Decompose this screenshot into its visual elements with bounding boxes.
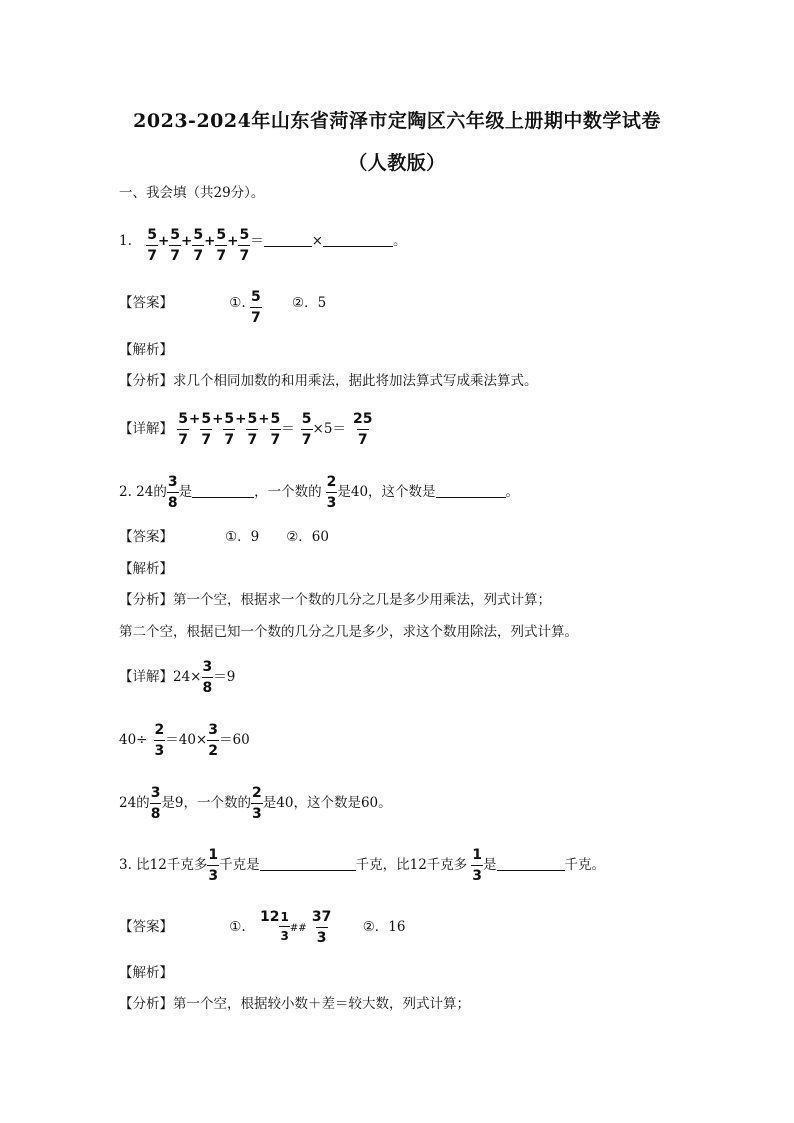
analysis-tag: 【解析】 — [119, 965, 173, 981]
fraction: $\frac{5}{7}$ — [193, 227, 204, 264]
fenxi-row-2: 第二个空，根据已知一个数的几分之几是多少，求这个数用除法，列式计算。 — [119, 624, 578, 640]
fraction: $\frac{25}{7}$ — [352, 411, 373, 448]
fraction: $\frac{1}{3}$ — [280, 910, 289, 943]
detail-row: 【详解】24× $\frac{3}{8}$ ＝9 — [119, 659, 236, 696]
question-3: 3. 比12千克多 $\frac{1}{3}$ 千克是 千克，比12千克多 $\frac{1}{3}$ 是 千克。 — [119, 847, 606, 884]
fenxi-row: 【分析】第一个空，根据求一个数的几分之几是多少用乘法，列式计算； — [119, 592, 551, 608]
answer-blank[interactable] — [497, 858, 565, 871]
fraction: $\frac{2}{3}$ — [326, 474, 337, 511]
page-title: 2023-2024年山东省菏泽市定陶区六年级上册期中数学试卷 — [133, 110, 661, 132]
fraction: $\frac{1}{3}$ — [472, 847, 483, 884]
fraction: $\frac{2}{3}$ — [154, 722, 165, 759]
fraction: $\frac{37}{3}$ — [311, 909, 332, 946]
fraction: $\frac{5}{7}$ — [239, 227, 250, 264]
fraction: $\frac{5}{7}$ — [178, 411, 189, 448]
conclusion-row: 24的 $\frac{3}{8}$ 是9，一个数的 $\frac{2}{3}$ 是40，这个数是60。 — [119, 785, 392, 822]
question-2: 2. 24的 $\frac{3}{8}$ 是 ，一个数的 $\frac{2}{3}$ 是40，这个数是 。 — [119, 474, 520, 511]
fraction: $\frac{5}{7}$ — [170, 227, 180, 264]
fenxi-row: 【分析】求几个相同加数的和用乘法，据此将加法算式写成乘法算式。 — [119, 373, 538, 389]
answer-blank[interactable] — [323, 234, 393, 247]
answer-row: 【答案】 ①. $\frac{5}{7}$ ②．5 — [119, 289, 327, 326]
question-number: 1. — [119, 233, 132, 249]
detail-row-2: 40÷ $\frac{2}{3}$ ＝40× $\frac{3}{2}$ ＝60 — [119, 722, 250, 759]
fraction: $\frac{5}{7}$ — [270, 411, 281, 448]
answer-row: 【答案】 ①. 12 $\frac{1}{3}$ $_{\#\#}$ $\frac{37}{3}$ ②．16 — [119, 909, 406, 946]
detail-row: 【详解】 $\frac{5}{7}$ + $\frac{5}{7}$ + $\frac{5}{7}$ + $\frac{5}{7}$ + $\frac{5}{7}$ ＝ $\frac{5}{7}$ ×5＝ $\frac{25}{7}$ — [119, 411, 373, 448]
analysis-tag: 【解析】 — [119, 561, 173, 577]
answer-blank[interactable] — [192, 485, 254, 498]
question-1: 1. $\frac{5}{7}$ + $\frac{5}{7}$ + $\frac{5}{7}$ + $\frac{5}{7}$ + $\frac{5}{7}$ ＝ × 。 — [119, 227, 407, 264]
answer-row: 【答案】 ①．9 ②．60 — [119, 529, 329, 545]
fraction: $\frac{5}{7}$ — [247, 411, 258, 448]
fenxi-row: 【分析】第一个空，根据较小数＋差＝较大数，列式计算； — [119, 996, 470, 1012]
fraction: $\frac{3}{8}$ — [150, 785, 161, 822]
fraction: $\frac{3}{8}$ — [167, 474, 178, 511]
fraction: $\frac{3}{2}$ — [208, 722, 218, 759]
fraction: $\frac{5}{7}$ — [251, 289, 261, 326]
fraction: $\frac{2}{3}$ — [252, 785, 262, 822]
answer-blank[interactable] — [264, 234, 312, 247]
fraction: $\frac{1}{3}$ — [208, 847, 219, 884]
fraction: $\frac{5}{7}$ — [301, 411, 312, 448]
answer-blank[interactable] — [260, 858, 356, 871]
fraction: $\frac{3}{8}$ — [202, 659, 213, 696]
answer-blank[interactable] — [436, 485, 506, 498]
fraction: $\frac{5}{7}$ — [201, 411, 212, 448]
fraction: $\frac{5}{7}$ — [224, 411, 235, 448]
page-subtitle: （人教版） — [348, 152, 446, 174]
analysis-tag: 【解析】 — [119, 342, 173, 358]
section-header: 一、我会填（共29分）。 — [119, 185, 265, 201]
fraction: $\frac{5}{7}$ — [147, 227, 157, 264]
fraction: $\frac{5}{7}$ — [216, 227, 227, 264]
answer-tag: 【答案】 — [119, 295, 173, 311]
